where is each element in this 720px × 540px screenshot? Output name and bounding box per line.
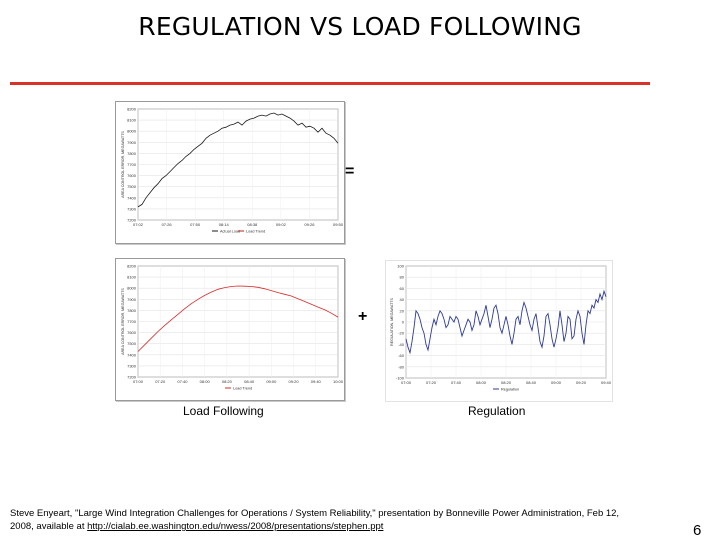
trend-chart-y-tick-label: 8200	[127, 263, 136, 269]
trend-chart-y-tick-label: 7800	[127, 307, 136, 313]
regulation-caption: Regulation	[468, 404, 526, 418]
actual-load-chart-svg	[116, 102, 344, 243]
regulation-chart-x-tick-label: 08:00	[475, 380, 487, 385]
trend-chart-x-tick-label: 07:00	[132, 379, 144, 384]
load-chart-x-tick-label: 09:50	[332, 222, 344, 227]
trend-chart-y-axis-label: AREA CONTROL ERROR, MEGAWATTS	[121, 288, 125, 355]
trend-chart-y-tick-label: 7200	[127, 374, 136, 380]
page-number: 6	[693, 522, 702, 539]
regulation-chart-legend-label: Regulation	[501, 387, 520, 392]
regulation-chart-y-tick-label: 20	[399, 308, 404, 314]
regulation-chart	[385, 260, 613, 402]
regulation-chart-x-tick-label: 09:00	[550, 380, 562, 385]
trend-chart-y-tick-label: 7500	[127, 341, 136, 347]
load-chart-x-tick-label: 08:38	[247, 222, 258, 227]
load-chart-y-tick-label: 7900	[127, 139, 136, 145]
trend-chart-x-tick-label: 09:20	[288, 379, 299, 384]
load-chart-y-tick-label: 7200	[127, 217, 136, 223]
load-chart-x-tick-label: 07:26	[161, 222, 172, 227]
plus-sign: +	[358, 308, 368, 325]
trend-chart-x-tick-label: 08:00	[199, 379, 210, 384]
regulation-chart-y-tick-label: 100	[397, 263, 404, 269]
citation	[10, 507, 620, 533]
trend-chart-x-tick-label: 08:40	[244, 379, 255, 384]
regulation-chart-y-tick-label: 0	[401, 319, 404, 325]
title-divider-line	[10, 82, 650, 85]
regulation-chart-x-tick-label: 08:40	[525, 380, 537, 385]
load-following-caption: Load Following	[183, 404, 264, 418]
citation-text: Steve Enyeart, "Large Wind Integration Challenges for Operations / System Reliability," presentation by Bonneville Power Administration, Feb 12, 2008, available at	[10, 508, 620, 532]
regulation-chart-y-tick-label: -40	[398, 341, 404, 347]
trend-chart-x-tick-label: 09:40	[310, 379, 321, 384]
trend-chart-legend-label: Load Trend	[233, 386, 253, 391]
regulation-chart-x-tick-label: 08:20	[500, 380, 512, 385]
actual-load-chart	[115, 101, 345, 244]
regulation-chart-x-tick-label: 07:20	[425, 380, 437, 385]
load-chart-y-tick-label: 7600	[127, 173, 136, 179]
regulation-chart-y-tick-label: -60	[398, 353, 404, 359]
load-chart-y-tick-label: 8200	[127, 106, 136, 112]
trend-chart-x-tick-label: 08:20	[221, 379, 232, 384]
load-following-chart-svg	[116, 259, 344, 400]
trend-chart-y-tick-label: 7700	[127, 319, 136, 324]
load-chart-y-tick-label: 8100	[127, 117, 136, 123]
load-chart-x-tick-label: 07:50	[190, 222, 201, 227]
equals-sign: =	[345, 163, 355, 180]
trend-chart-y-tick-label: 8100	[127, 274, 136, 280]
trend-chart-x-tick-label: 10:00	[332, 379, 344, 384]
regulation-chart-y-tick-label: 80	[399, 274, 404, 280]
trend-chart-y-tick-label: 8000	[127, 285, 136, 291]
load-chart-y-tick-label: 7500	[127, 184, 136, 190]
load-chart-x-tick-label: 09:02	[275, 222, 286, 227]
regulation-chart-y-tick-label: -20	[398, 330, 404, 336]
trend-chart-y-tick-label: 7900	[127, 296, 136, 302]
regulation-chart-y-tick-label: -80	[398, 364, 404, 370]
load-chart-x-tick-label: 09:26	[304, 222, 315, 227]
load-chart-y-tick-label: 8000	[127, 128, 136, 134]
load-following-chart	[115, 258, 345, 401]
load-chart-y-tick-label: 7800	[127, 150, 136, 156]
load-chart-x-tick-label: 08:14	[218, 222, 229, 227]
regulation-chart-svg	[386, 261, 612, 401]
slide-title: REGULATION VS LOAD FOLLOWING	[138, 12, 582, 41]
regulation-chart-x-tick-label: 09:40	[600, 380, 612, 385]
load-chart-x-tick-label: 07:02	[132, 222, 144, 227]
citation-link[interactable]: http://cialab.ee.washington.edu/nwess/2008/presentations/stephen.ppt	[87, 521, 384, 532]
trend-chart-x-tick-label: 07:40	[177, 379, 188, 384]
trend-chart-x-tick-label: 07:20	[155, 379, 166, 384]
load-chart-y-tick-label: 7400	[127, 195, 136, 201]
regulation-chart-y-tick-label: 60	[399, 285, 404, 291]
regulation-chart-x-tick-label: 09:20	[575, 380, 587, 385]
trend-chart-x-tick-label: 09:00	[266, 379, 277, 384]
load-chart-y-tick-label: 7300	[127, 206, 136, 212]
regulation-chart-x-tick-label: 07:40	[450, 380, 462, 385]
regulation-chart-y-tick-label: 40	[399, 297, 404, 303]
load-chart-legend-label: Load Trend	[246, 229, 266, 234]
trend-chart-y-tick-label: 7300	[127, 363, 136, 369]
load-chart-y-axis-label: AREA CONTROL ERROR, MEGAWATTS	[121, 131, 125, 198]
regulation-chart-x-tick-label: 07:00	[400, 380, 412, 385]
regulation-chart-y-axis-label: REGULATION, MEGAWATTS	[390, 298, 394, 346]
trend-chart-y-tick-label: 7600	[127, 330, 136, 336]
load-chart-y-tick-label: 7700	[127, 162, 136, 167]
trend-chart-y-tick-label: 7400	[127, 352, 136, 358]
load-chart-legend-label: Actual Load	[220, 229, 241, 234]
regulation-chart-y-tick-label: -100	[395, 375, 404, 381]
